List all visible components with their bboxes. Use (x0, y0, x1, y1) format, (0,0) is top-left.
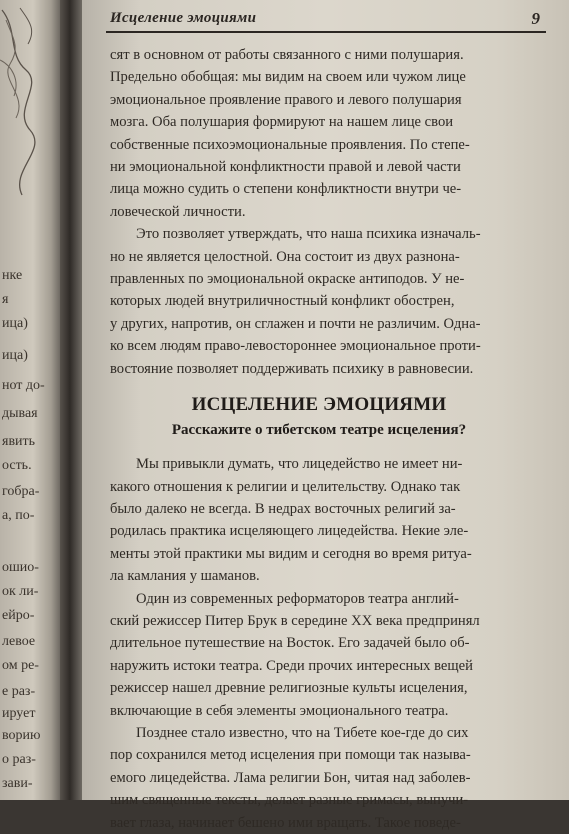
text-line: правленных по эмоциональной окраске антиподов. У не- (110, 271, 465, 288)
left-page-fragment: левое (2, 634, 36, 649)
question-heading: Расскажите о тибетском театре исцеления? (171, 422, 467, 439)
text-line: востояние позволяет поддерживать психику в равновесии. (110, 360, 474, 377)
text-line: но не является целостной. Она состоит из двух разнона- (110, 248, 460, 265)
left-page-fragment: ок ли- (2, 584, 39, 599)
left-page-fragment: ость. (2, 458, 32, 473)
text-line: включающие в себя элементы эмоционального театра. (110, 702, 449, 719)
text-line: было далеко не всегда. В недрах восточных религий за- (110, 500, 456, 517)
text-line: какого отношения к религии и целительству. Однако так (110, 478, 461, 495)
text-line: Один из современных реформаторов театра англий- (136, 590, 459, 607)
text-line: емого лицедейства. Лама религии Бон, читая над заболев- (110, 769, 471, 786)
left-page-fragment: гобра- (2, 484, 40, 499)
text-line: ла камлания у шаманов. (110, 568, 260, 585)
book-page (82, 0, 569, 831)
text-line: Предельно обобщая: мы видим на своем или чужом лице (110, 69, 466, 86)
text-line: Это позволяет утверждать, что наша психика изначаль- (136, 226, 481, 243)
paragraph (110, 588, 528, 722)
left-page-fragment: а, по- (2, 508, 35, 523)
text-line: у других, напротив, он сглажен и почти не различим. Одна- (110, 315, 481, 332)
left-page-fragment: ошио- (2, 560, 39, 575)
left-page-fragment: ворию (2, 728, 41, 743)
text-line: режиссер нашел древние религиозные культы исцеления, (110, 680, 468, 697)
text-line: ский режиссер Питер Брук в середине XX века предпринял (110, 612, 480, 629)
text-line: родилась практика исцеляющего лицедейства. Некие эле- (110, 523, 469, 540)
text-line: Мы привыкли думать, что лицедейство не имеет ни- (136, 456, 463, 473)
paragraph (110, 722, 528, 834)
sketch-illustration (0, 0, 46, 200)
left-page-fragment: ом ре- (2, 658, 39, 673)
text-line: которых людей внутриличностный конфликт обострен, (110, 293, 455, 310)
left-page-fragment: я (2, 292, 9, 307)
page-body (110, 44, 528, 834)
left-page-fragment: нке (2, 268, 23, 283)
text-line: ловеческой личности. (110, 203, 246, 220)
left-page-fragment: ица) (2, 348, 28, 363)
paragraph (110, 44, 528, 223)
left-page-fragment: о раз- (2, 752, 36, 767)
text-line: наружить истоки театра. Среди прочих интересных вещей (110, 657, 473, 674)
section-heading: ИСЦЕЛЕНИЕ ЭМОЦИЯМИ (191, 394, 447, 416)
left-page-fragment: ейро- (2, 608, 35, 623)
left-page-fragment: е раз- (2, 684, 36, 699)
text-line: длительное путешествие на Восток. Его задачей было об- (110, 635, 470, 652)
page-number: 9 (531, 9, 540, 28)
left-page-fragment: нот до- (2, 378, 45, 393)
left-page-fragment: явить (2, 434, 36, 449)
text-line: ко всем людям право-левостороннее эмоциональное проти- (110, 338, 481, 355)
header-rule (106, 31, 546, 33)
page-header (106, 6, 546, 32)
text-line: менты этой практики мы видим и сегодня во время ритуа- (110, 545, 472, 562)
left-page-fragment: дывая (2, 406, 38, 421)
book-gutter (60, 0, 82, 800)
text-line: собственные психоэмоциональные проявления. По степе- (110, 136, 470, 153)
paragraph (110, 223, 528, 380)
text-line: мозга. Оба полушария формируют на нашем лице свои (110, 114, 454, 131)
running-head: Исцеление эмоциями (110, 10, 257, 26)
text-line: сят в основном от работы связанного с ними полушария. (110, 47, 464, 63)
previous-page-edge (0, 0, 60, 800)
left-page-fragment: ица) (2, 316, 28, 331)
left-page-fragment: зави- (2, 776, 33, 791)
text-line: ни эмоциональной конфликтности правой и левой части (110, 159, 461, 176)
text-line: вает глаза, начинает бешено ими вращать. Такое поведе- (110, 814, 461, 831)
text-line: Позднее стало известно, что на Тибете кое-где до сих (136, 724, 469, 741)
paragraph (110, 453, 528, 587)
text-line: лица можно судить о степени конфликтности внутри че- (110, 181, 462, 198)
text-line: эмоциональное проявление правого и левого полушария (110, 91, 462, 108)
text-line: шим священные тексты, делает разные гримасы, выпучи- (110, 792, 469, 809)
left-page-fragment: ирует (2, 706, 36, 721)
text-line: пор сохранился метод исцеления при помощи так называ- (110, 747, 471, 764)
